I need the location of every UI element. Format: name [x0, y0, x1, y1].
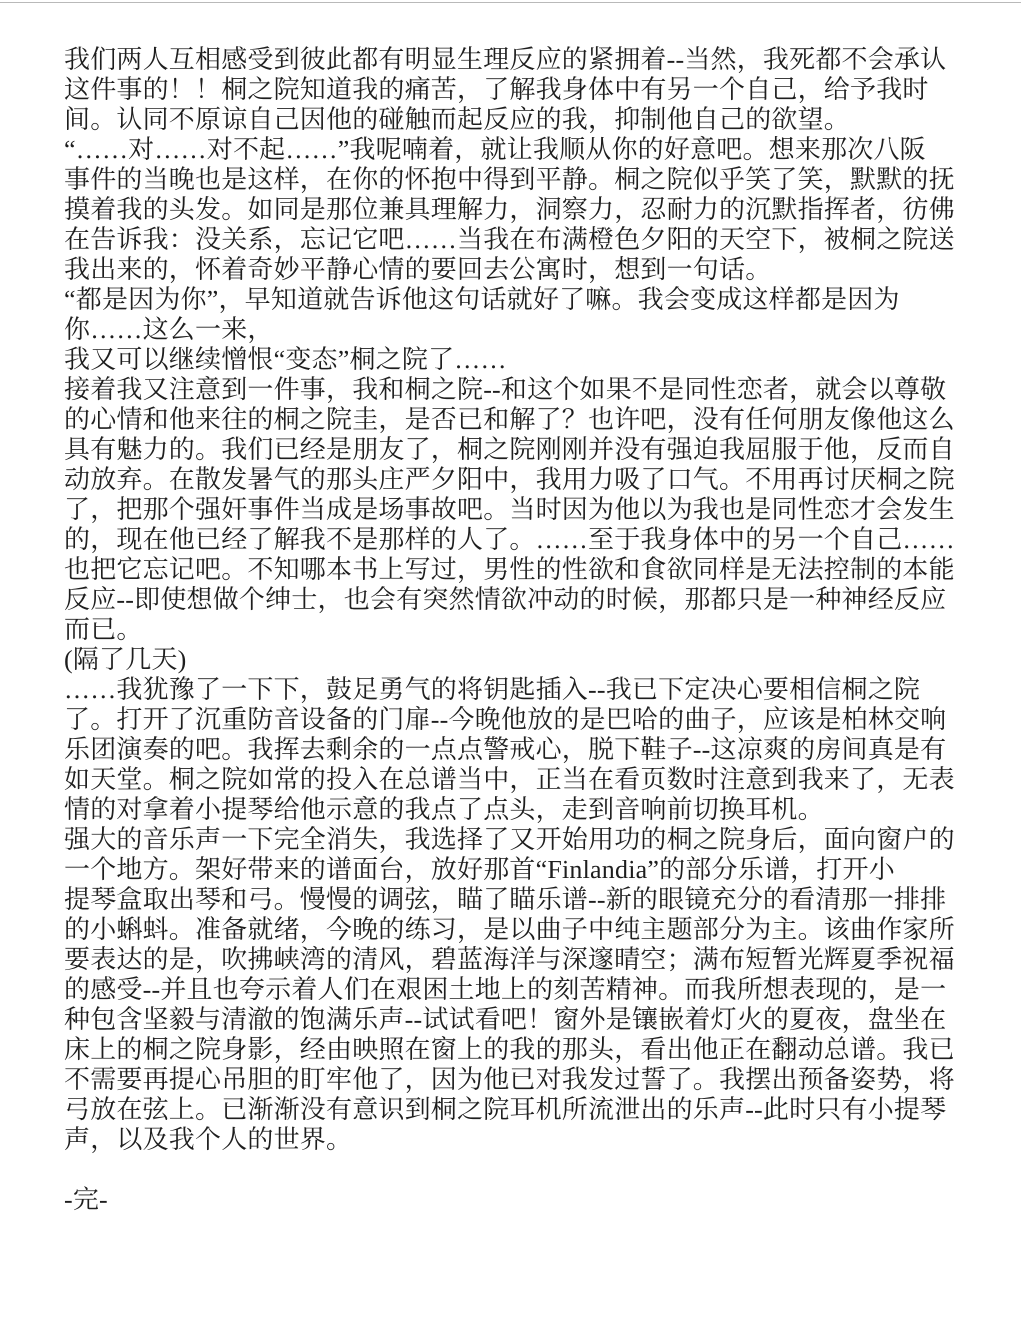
text-line: 这件事的！！桐之院知道我的痛苦，了解我身体中有另一个自己，给予我时 [64, 75, 929, 104]
text-line: 了，把那个强奸事件当成是场事故吧。当时因为他以为我也是同性恋才会发生 [64, 495, 955, 524]
text-line: 反应--即使想做个绅士，也会有突然情欲冲动的时候，那都只是一种神经反应 [64, 585, 947, 614]
text-line: 乐团演奏的吧。我挥去剩余的一点点警戒心，脱下鞋子--这凉爽的房间真是有 [64, 735, 947, 764]
text-line: 如天堂。桐之院如常的投入在总谱当中，正当在看页数时注意到我来了，无表 [64, 765, 955, 794]
text-line: 种包含坚毅与清澈的饱满乐声--试试看吧！窗外是镶嵌着灯火的夏夜，盘坐在 [64, 1005, 947, 1034]
text-line: 我出来的，怀着奇妙平静心情的要回去公寓时，想到一句话。 [64, 255, 772, 284]
text-line: 提琴盒取出琴和弓。慢慢的调弦，瞄了瞄乐谱--新的眼镜充分的看清那一排排 [64, 885, 947, 914]
text-line: 床上的桐之院身影，经由映照在窗上的我的那头，看出他正在翻动总谱。我已 [64, 1035, 955, 1064]
text-line: 弓放在弦上。已渐渐没有意识到桐之院耳机所流泄出的乐声--此时只有小提琴 [64, 1095, 947, 1124]
blank-line [64, 1155, 966, 1185]
text-line: 而已。 [64, 615, 143, 644]
text-line: “……对……对不起……”我呢喃着，就让我顺从你的好意吧。想来那次八阪 [64, 135, 926, 164]
text-line: ……我犹豫了一下下，鼓足勇气的将钥匙插入--我已下定决心要相信桐之院 [64, 675, 921, 704]
text-line: 我们两人互相感受到彼此都有明显生理反应的紧拥着--当然，我死都不会承认 [64, 45, 947, 74]
text-line: 具有魅力的。我们已经是朋友了，桐之院刚刚并没有强迫我屈服于他，反而自 [64, 435, 955, 464]
text-line: 声，以及我个人的世界。 [64, 1125, 353, 1154]
end-marker: -完- [64, 1185, 108, 1214]
text-line: 也把它忘记吧。不知哪本书上写过，男性的性欲和食欲同样是无法控制的本能 [64, 555, 955, 584]
text-line: 的心情和他来往的桐之院圭，是否已和解了？也许吧，没有任何朋友像他这么 [64, 405, 955, 434]
text-line: 接着我又注意到一件事，我和桐之院--和这个如果不是同性恋者，就会以尊敬 [64, 375, 947, 404]
text-line: 的，现在他已经了解我不是那样的人了。……至于我身体中的另一个自己…… [64, 525, 955, 554]
text-line: 情的对拿着小提琴给他示意的我点了点头，走到音响前切换耳机。 [64, 795, 824, 824]
scan-artifact-top-line [0, 2, 1021, 3]
text-line: 间。认同不原谅自己因他的碰触而起反应的我，抑制他自己的欲望。 [64, 105, 851, 134]
text-line: 动放弃。在散发暑气的那头庄严夕阳中，我用力吸了口气。不用再讨厌桐之院 [64, 465, 955, 494]
text-line: 的小蝌蚪。准备就绪，今晚的练习，是以曲子中纯主题部分为主。该曲作家所 [64, 915, 955, 944]
text-line: 你……这么一来， [64, 315, 274, 344]
text-line: (隔了几天) [64, 645, 187, 674]
text-line: 一个地方。架好带来的谱面台，放好那首“Finlandia”的部分乐谱，打开小 [64, 855, 895, 884]
text-line: 在告诉我：没关系，忘记它吧……当我在布满橙色夕阳的天空下，被桐之院送 [64, 225, 955, 254]
text-line: 事件的当晚也是这样，在你的怀抱中得到平静。桐之院似乎笑了笑，默默的抚 [64, 165, 955, 194]
text-line: “都是因为你”，早知道就告诉他这句话就好了嘛。我会变成这样都是因为 [64, 285, 900, 314]
text-line: 我又可以继续憎恨“变态”桐之院了…… [64, 345, 507, 374]
text-line: 不需要再提心吊胆的盯牢他了，因为他已对我发过誓了。我摆出预备姿势，将 [64, 1065, 955, 1094]
text-line: 强大的音乐声一下完全消失，我选择了又开始用功的桐之院身后，面向窗户的 [64, 825, 955, 854]
text-line: 摸着我的头发。如同是那位兼具理解力，洞察力，忍耐力的沉默指挥者，彷佛 [64, 195, 955, 224]
text-line: 要表达的是，吹拂峡湾的清风，碧蓝海洋与深邃晴空；满布短暂光辉夏季祝福 [64, 945, 955, 974]
text-line: 了。打开了沉重防音设备的门扉--今晚他放的是巴哈的曲子，应该是柏林交响 [64, 705, 947, 734]
text-line: 的感受--并且也夸示着人们在艰困土地上的刻苦精神。而我所想表现的，是一 [64, 975, 947, 1004]
story-text-block [64, 45, 966, 1215]
